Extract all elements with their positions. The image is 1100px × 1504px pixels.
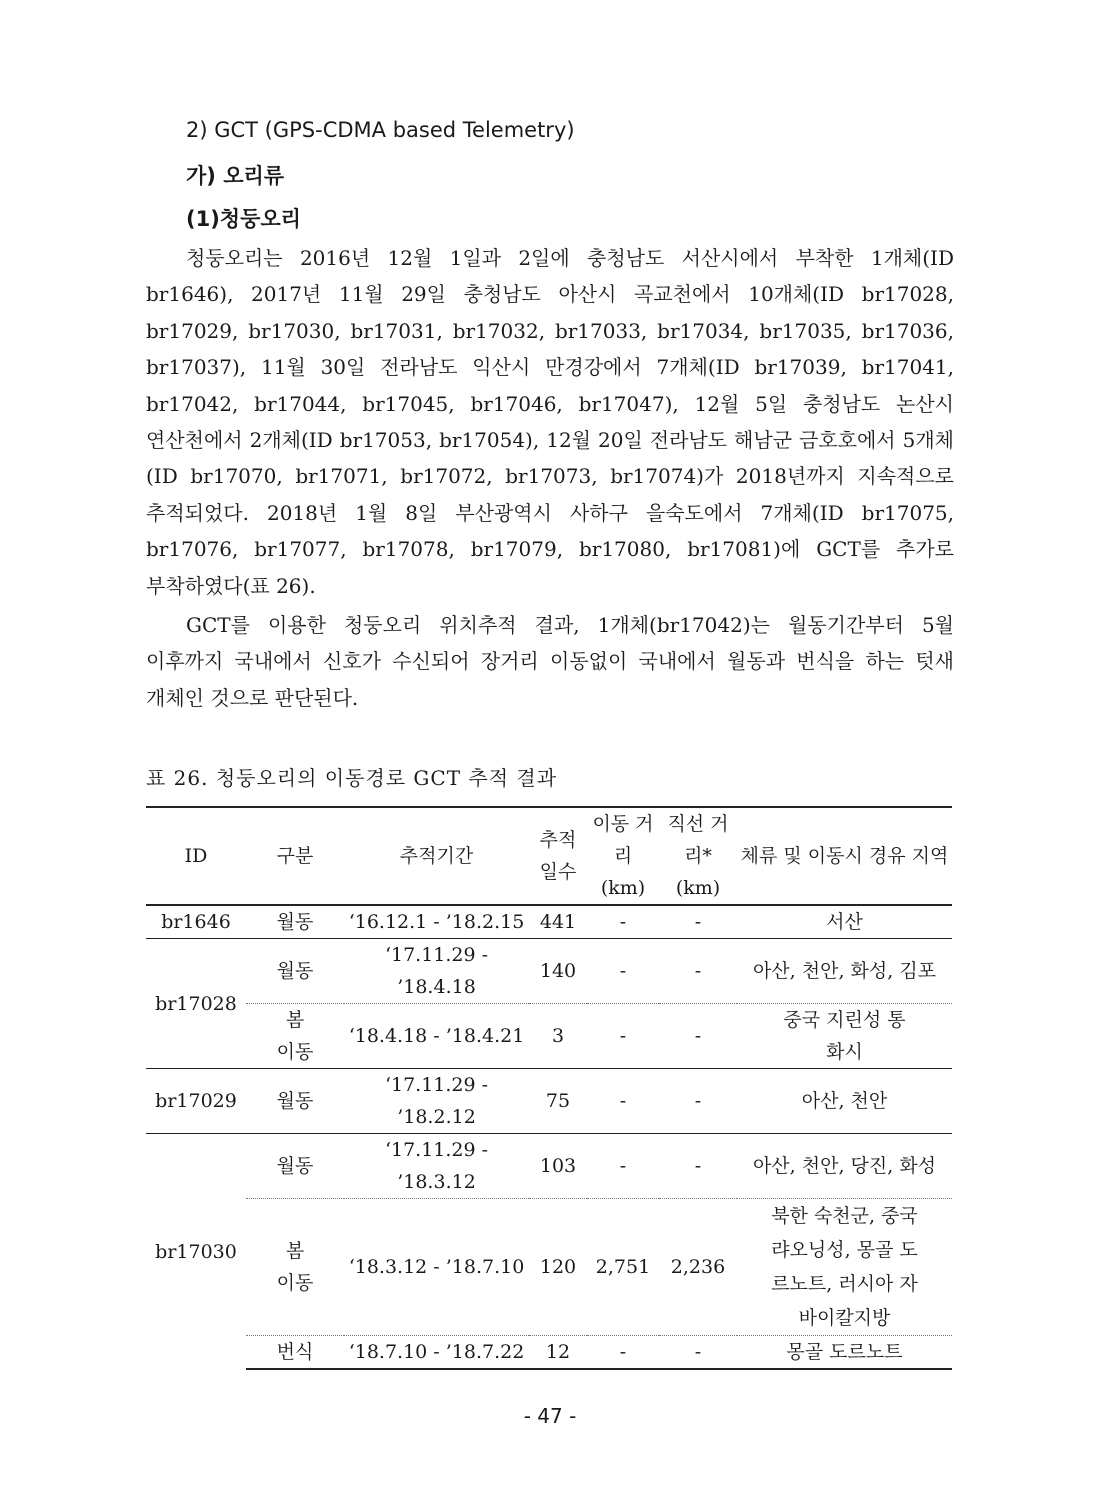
cell-type: 번식	[246, 1336, 344, 1370]
cell-region: 아산, 천안, 화성, 김포	[737, 939, 952, 1004]
table-header-row	[146, 807, 952, 905]
cell-distance: -	[587, 939, 659, 1004]
cell-distance: -	[587, 1004, 659, 1069]
cell-region: 북한 숙천군, 중국 랴오닝성, 몽골 도르노트, 러시아 자바이칼지방	[737, 1199, 952, 1336]
cell-period: ‘17.11.29 - ’18.4.18	[344, 939, 529, 1004]
cell-distance: -	[587, 1336, 659, 1370]
cell-type: 월동	[246, 905, 344, 939]
table-row	[146, 1336, 952, 1370]
cell-days: 75	[529, 1069, 587, 1134]
col-header-type: 구분	[246, 807, 344, 905]
cell-id: br17030	[155, 1240, 237, 1263]
col-header-period: 추적기간	[344, 807, 529, 905]
cell-distance: 2,751	[587, 1199, 659, 1336]
cell-region: 아산, 천안, 당진, 화성	[737, 1134, 952, 1199]
cell-id: br1646	[146, 905, 246, 939]
table-row	[146, 1069, 952, 1134]
col-header-days: 추적 일수	[529, 807, 587, 905]
cell-straight: 2,236	[659, 1199, 737, 1336]
cell-type: 월동	[246, 939, 344, 1004]
cell-type: 봄 이동	[246, 1199, 344, 1336]
cell-distance: -	[587, 1134, 659, 1199]
cell-period: ‘16.12.1 - ’18.2.15	[344, 905, 529, 939]
cell-days: 103	[529, 1134, 587, 1199]
cell-period: ‘17.11.29 - ’18.3.12	[344, 1134, 529, 1199]
paragraph-2: GCT를 이용한 청둥오리 위치추적 결과, 1개체(br17042)는 월동기간부터 5월 이후까지 국내에서 신호가 수신되어 장거리 이동없이 국내에서 월동과 번식을 하는 텃새 개체인 것으로 판단된다.	[146, 613, 954, 710]
cell-straight: -	[659, 939, 737, 1004]
cell-straight: -	[659, 1134, 737, 1199]
cell-region: 서산	[737, 905, 952, 939]
cell-straight: -	[659, 1004, 737, 1069]
table-row	[146, 1134, 952, 1199]
tracking-table	[146, 806, 952, 1370]
page-number: - 47 -	[523, 1404, 577, 1428]
cell-distance: -	[587, 905, 659, 939]
cell-region: 몽골 도르노트	[737, 1336, 952, 1370]
cell-straight: -	[659, 905, 737, 939]
cell-region: 중국 지린성 통화시	[737, 1004, 952, 1069]
cell-id: br17029	[146, 1069, 246, 1134]
cell-straight: -	[659, 1336, 737, 1370]
cell-days: 441	[529, 905, 587, 939]
table-row	[146, 1199, 952, 1336]
col-header-straight: 직선 거리* (km)	[659, 807, 737, 905]
cell-days: 12	[529, 1336, 587, 1370]
cell-days: 140	[529, 939, 587, 1004]
table-row	[146, 1004, 952, 1069]
cell-period: ‘18.7.10 - ’18.7.22	[344, 1336, 529, 1370]
section-heading: 2) GCT (GPS-CDMA based Telemetry)	[186, 118, 575, 142]
cell-type: 월동	[246, 1134, 344, 1199]
table-row	[146, 939, 952, 1004]
cell-period: ‘18.3.12 - ’18.7.10	[344, 1199, 529, 1336]
cell-straight: -	[659, 1069, 737, 1134]
cell-distance: -	[587, 1069, 659, 1134]
cell-days: 120	[529, 1199, 587, 1336]
col-header-region: 체류 및 이동시 경유 지역	[737, 807, 952, 905]
table-row	[146, 905, 952, 939]
subsection-heading: 가) 오리류	[186, 164, 285, 188]
paragraph-1: 청둥오리는 2016년 12월 1일과 2일에 충청남도 서산시에서 부착한 1개체(ID br1646), 2017년 11월 29일 충청남도 아산시 곡교천에서 10개체(ID br17028, br17029, br17030, br17031, br17032, br17033, br17034, br17035, br17036, br17037), 11월 30일 전라남도 익산시 만경강에서 7개체(ID br17039, br17041, br17042, br17044, br17045, br17046, br17047), 12월 5일 충청남도 논산시 연산천에서 2개체(ID br17053, br17054), 12월 20일 전라남도 해남군 금호호에서 5개체(ID br17070, br17071, br17072, br17073, br17074)가 2018년까지 지속적으로 추적되었다. 2018년 1월 8일 부산광역시 사하구 을숙도에서 7개체(ID br17075, br17076, br17077, br17078, br17079, br17080, br17081)에 GCT를 추가로 부착하였다(표 26).	[146, 246, 954, 598]
cell-period: ‘17.11.29 - ’18.2.12	[344, 1069, 529, 1134]
table-caption: 표 26. 청둥오리의 이동경로 GCT 추적 결과	[146, 766, 558, 790]
col-header-distance: 이동 거리 (km)	[587, 807, 659, 905]
cell-id: br17028	[146, 939, 246, 1069]
cell-days: 3	[529, 1004, 587, 1069]
col-header-id: ID	[146, 807, 246, 905]
cell-type: 월동	[246, 1069, 344, 1134]
cell-period: ‘18.4.18 - ’18.4.21	[344, 1004, 529, 1069]
cell-region: 아산, 천안	[737, 1069, 952, 1134]
species-heading: (1)청둥오리	[186, 207, 301, 231]
cell-type: 봄 이동	[246, 1004, 344, 1069]
